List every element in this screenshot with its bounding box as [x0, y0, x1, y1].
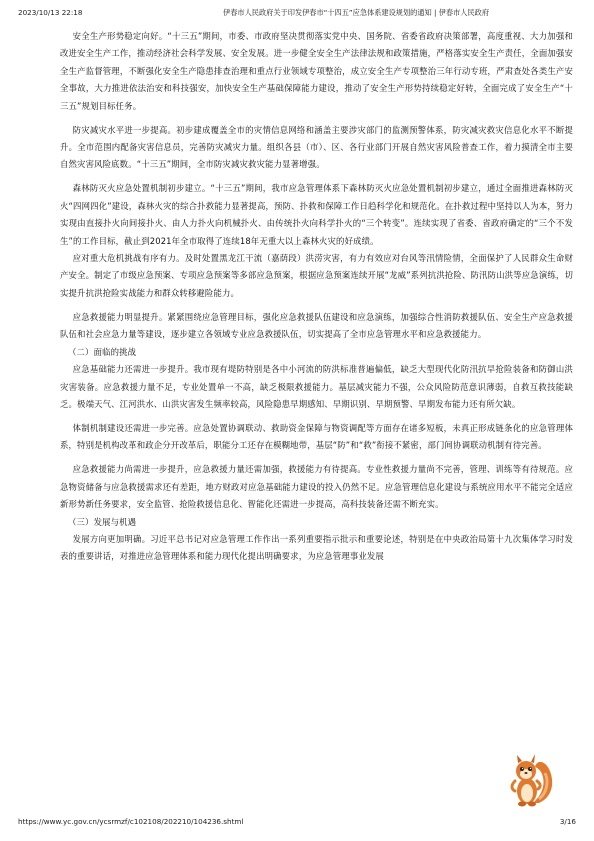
paragraph: 应急基础能力还需进一步提升。我市现有堤防特别是各中小河流的防洪标准普遍偏低，缺乏大型现代化防汛抗旱抢险装备和防御山洪灾害装备。应急救援力量不足，专业处置单一不高，缺乏极限救援能力。基层减灾能力不强，公众风险防范意识薄弱，自救互救技能缺乏。极端天气、江河洪水、山洪灾害发生频率较高，风险隐患早期感知、早期识别、早期预警、早期发布能力还有所欠缺。	[60, 364, 573, 409]
print-title: 伊春市人民政府关于印发伊春市“十四五”应急体系建设规划的通知 | 伊春市人民政府	[223, 8, 490, 17]
article-body	[60, 28, 573, 566]
print-footer	[18, 817, 576, 829]
page-url: https://www.yc.gov.cn/ycsrmzf/c102108/202210/104236.shtml	[18, 817, 244, 826]
paragraph: 森林防灭火应急处置机制初步建立。“十三五”期间，我市应急管理体系下森林防灭火应急处置机制初步建立，通过全面推进森林防灭火“四网四化”建设，森林火灾的综合扑救能力显著提高，预防、扑救和保障工作日趋科学化和规范化。在扑救过程中坚持以人为本，努力实现由直接扑火向间接扑火、由人力扑火向机械扑火、由传统扑火向科学扑火的“三个转变”。连续实现了省委、省政府确定的“三个不发生”的工作目标，截止到2021年全市取得了连续18年无重大以上森林火灾的好成绩。	[60, 183, 573, 246]
print-header	[18, 6, 576, 20]
section-heading-challenges: （二）面临的挑战	[68, 346, 137, 357]
paragraph: 应对重大危机挑战有序有力。及时处置黑龙江干流（嘉荫段）洪涝灾害，有力有效应对台风等汛情险情，全面保护了人民群众生命财产安全。制定了市级应急预案、专项应急预案等多部应急预案，根据应急预案连续开展“龙威”系列抗洪抢险、防汛防山洪等应急演练，切实提升抗洪抢险实战能力和群众转移避险能力。	[60, 253, 573, 298]
paragraph: 发展方向更加明确。习近平总书记对应急管理工作作出一系列重要指示批示和重要论述，特别是在中央政治局第十九次集体学习时发表的重要讲话，对推进应急管理体系和能力现代化提出明确要求，为应急管理事业发展	[60, 533, 573, 562]
paragraph: 防灾减灾水平进一步提高。初步建成覆盖全市的灾情信息网络和涵盖主要涉灾部门的监测预警体系，防灾减灾救灾信息化水平不断提升。全市范围内配备灾害信息员，完善防灾减灾力量。组织各县（市）、区、各行业部门开展自然灾害风险普查工作，着力摸清全市主要自然灾害风险底数。“十三五”期间，全市防灾减灾救灾能力显著增强。	[60, 124, 573, 170]
squirrel-mascot-icon[interactable]	[509, 751, 555, 809]
page-number: 3/16	[559, 817, 576, 826]
section-heading-development: （三）发展与机遇	[68, 516, 137, 527]
paragraph: 体制机制建设还需进一步完善。应急处置协调联动、救助资金保障与物资调配等方面存在诸多短板，未真正形成链条化的应急管理体系，特别是机构改革和政企分开改革后，职能分工还存在模糊地带，基层“防”和“救”衔接不紧密，部门间协调联动机制有待完善。	[60, 422, 573, 451]
paragraph: 应急救援能力尚需进一步提升，应急救援力量还需加强，救援能力有待提高。专业性救援力量尚不完善，管理、训练等有待规范。应急物资储备与应急救援需求还有差距，地方财政对应急基础能力建设的投入仍然不足。应急管理信息化建设与系统应用水平不能完全适应新形势新任务要求，安全监管、抢险救援信息化、智能化还需进一步提高，高科技装备还需不断充实。	[60, 464, 573, 510]
paragraph: 安全生产形势稳定向好。“十三五”期间，市委、市政府坚决贯彻落实党中央、国务院、省委省政府决策部署，高度重视、大力加强和改进安全生产工作，推动经济社会科学发展、安全发展。进一步健全安全生产法律法规和政策措施，严格落实安全生产责任，全面加强安全生产监督管理，不断强化安全生产隐患排查治理和重点行业领域专项整治，成立安全生产专项整治三年行动专班，严肃查处各类生产安全事故，大力推进依法治安和科技强安，加快安全生产基础保障能力建设，推动了安全生产形势持续稳定好转，全面完成了安全生产“十三五”规划目标任务。	[60, 31, 573, 111]
print-date: 2023/10/13 22:18	[18, 8, 83, 17]
paragraph: 应急救援能力明显提升。紧紧围绕应急管理目标，强化应急救援队伍建设和应急演练，加强综合性消防救援队伍、安全生产应急救援队伍和社会应急力量等建设，逐步建立各领域专业应急救援队伍，切实提高了全市应急管理水平和应急救援能力。	[60, 311, 573, 340]
